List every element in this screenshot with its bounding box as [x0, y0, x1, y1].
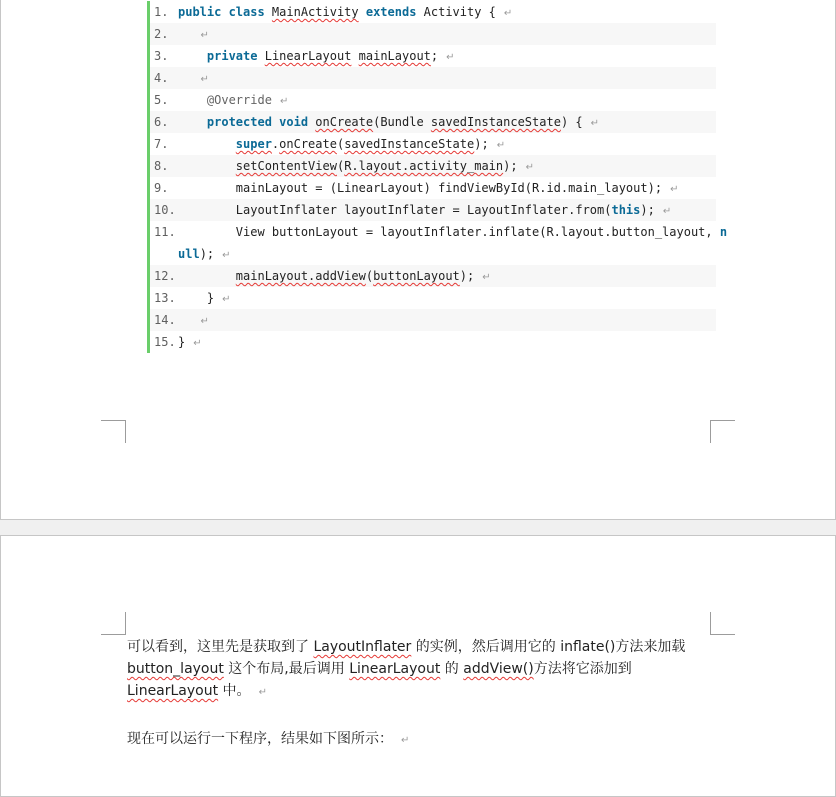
line-number: 10. — [154, 203, 176, 217]
code-token — [178, 269, 236, 283]
code-token — [351, 49, 358, 63]
paragraph-mark-icon: ↵ — [446, 52, 455, 63]
code-token — [178, 159, 236, 173]
code-token — [178, 27, 192, 41]
line-number: 5. — [154, 93, 169, 107]
spellcheck-word: addView() — [463, 661, 534, 677]
code-token: ( — [336, 137, 345, 151]
code-token: ); — [503, 159, 518, 173]
code-token: (Bundle — [373, 115, 431, 129]
paragraph-mark-icon: ↵ — [503, 8, 513, 19]
code-token: ); — [459, 269, 475, 283]
code-token: public class — [178, 5, 272, 19]
paragraph-mark-icon: ↵ — [200, 316, 209, 327]
spellcheck-word: LinearLayout — [127, 683, 219, 699]
code-token: super — [235, 137, 272, 151]
code-line[interactable] — [150, 45, 716, 67]
text-run: 方法将它添加到 — [533, 661, 632, 677]
line-number: 11. — [154, 225, 176, 239]
text-run: 现在可以运行一下程序，结果如下图所示： — [127, 731, 393, 747]
code-token: ); — [199, 247, 215, 261]
spellcheck-word: button_layout — [127, 661, 224, 677]
code-token: Activity { — [416, 5, 496, 19]
code-token: View buttonLayout = layoutInflater.inflate(R.layout.button_layout, — [178, 225, 720, 239]
line-number: 14. — [154, 313, 176, 327]
line-number: 7. — [154, 137, 169, 151]
code-token: ( — [365, 269, 374, 283]
code-token: R.layout.activity_main — [344, 159, 504, 173]
code-token: ) { — [560, 115, 583, 129]
code-line[interactable] — [150, 89, 716, 111]
margin-corner-top-left — [101, 612, 126, 635]
paragraph-mark-icon: ↵ — [193, 338, 202, 349]
text-run: 中。 — [218, 683, 251, 699]
paragraph-mark-icon: ↵ — [258, 687, 267, 698]
code-token: LinearLayout — [264, 49, 352, 63]
paragraph-mark-icon: ↵ — [496, 140, 506, 151]
code-token: buttonLayout — [373, 269, 460, 283]
text-run: 可以看到，这里先是获取到了 — [127, 639, 314, 655]
code-token: mainLayout.addView — [235, 269, 366, 283]
code-line[interactable] — [150, 111, 716, 133]
margin-corner-bottom-left — [101, 420, 126, 443]
code-line[interactable] — [150, 309, 716, 331]
code-token: } — [178, 335, 186, 349]
code-line[interactable] — [150, 221, 728, 243]
code-line[interactable] — [150, 155, 716, 177]
code-token — [257, 49, 264, 63]
paragraph-mark-icon: ↵ — [401, 735, 410, 746]
line-number: 6. — [154, 115, 169, 129]
code-token: extends — [365, 5, 417, 19]
code-token: onCreate — [279, 137, 337, 151]
document-page-2 — [0, 535, 836, 797]
code-token: setContentView — [235, 159, 337, 173]
line-number: 4. — [154, 71, 169, 85]
code-line[interactable] — [150, 243, 716, 265]
line-number: 1. — [154, 5, 169, 19]
code-token: this — [611, 203, 641, 217]
code-token: n — [719, 225, 728, 239]
code-token: ( — [336, 159, 345, 173]
code-token — [178, 49, 207, 63]
code-line[interactable] — [150, 265, 716, 287]
code-token: onCreate — [315, 115, 374, 129]
paragraph-mark-icon: ↵ — [279, 96, 289, 107]
paragraph-mark-icon: ↵ — [525, 162, 534, 173]
text-run: 这个布局,最后调用 — [223, 661, 350, 677]
text-run: 的 — [440, 661, 464, 677]
paragraph-mark-icon: ↵ — [200, 74, 209, 85]
code-line[interactable] — [150, 23, 716, 45]
line-number: 15. — [154, 335, 176, 349]
code-token — [178, 115, 207, 129]
code-token: ; — [430, 49, 439, 63]
line-number: 9. — [154, 181, 169, 195]
code-line[interactable] — [150, 133, 716, 155]
code-token: savedInstanceState — [344, 137, 475, 151]
code-line[interactable] — [150, 199, 716, 221]
code-token: mainLayout = (LinearLayout) findViewById(R.id.main_layout); — [178, 181, 663, 195]
code-token: LayoutInflater layoutInflater = LayoutInflater.from( — [178, 203, 612, 217]
code-token: mainLayout — [358, 49, 431, 63]
paragraph-mark-icon: ↵ — [222, 294, 231, 305]
margin-corner-top-right — [710, 612, 735, 635]
code-token: MainActivity — [271, 5, 359, 19]
code-token: savedInstanceState — [430, 115, 561, 129]
code-line[interactable] — [150, 331, 716, 353]
line-number: 3. — [154, 49, 169, 63]
text-run: 的实例，然后调用它的 inflate()方法来加载 — [411, 639, 686, 655]
code-line[interactable] — [150, 287, 716, 309]
code-token: . — [271, 137, 280, 151]
code-token: ull — [178, 247, 200, 261]
code-line[interactable] — [150, 1, 716, 23]
code-token: protected void — [206, 115, 309, 129]
code-token: ); — [474, 137, 489, 151]
paragraph-mark-icon: ↵ — [222, 250, 231, 261]
paragraph-run-result[interactable] — [127, 728, 717, 752]
paragraph-explanation[interactable] — [127, 636, 717, 704]
line-number: 2. — [154, 27, 169, 41]
paragraph-mark-icon: ↵ — [482, 272, 491, 283]
line-number: 12. — [154, 269, 176, 283]
code-listing — [147, 1, 728, 353]
line-number: 8. — [154, 159, 169, 173]
code-token — [359, 5, 366, 19]
paragraph-mark-icon: ↵ — [662, 206, 672, 217]
code-token: } — [178, 291, 215, 305]
spellcheck-word: LayoutInflater — [313, 639, 412, 655]
code-token: @Override — [206, 93, 272, 107]
code-token — [178, 313, 192, 327]
spellcheck-word: LinearLayout — [349, 661, 441, 677]
code-token: private — [206, 49, 258, 63]
paragraph-mark-icon: ↵ — [670, 184, 679, 195]
code-token — [178, 93, 207, 107]
margin-corner-bottom-right — [710, 420, 735, 443]
paragraph-mark-icon: ↵ — [590, 118, 600, 129]
code-token — [178, 137, 236, 151]
code-line[interactable] — [150, 67, 716, 89]
code-line[interactable] — [150, 177, 716, 199]
code-token: ); — [640, 203, 655, 217]
line-number: 13. — [154, 291, 176, 305]
paragraph-mark-icon: ↵ — [200, 30, 209, 41]
code-token — [178, 71, 192, 85]
